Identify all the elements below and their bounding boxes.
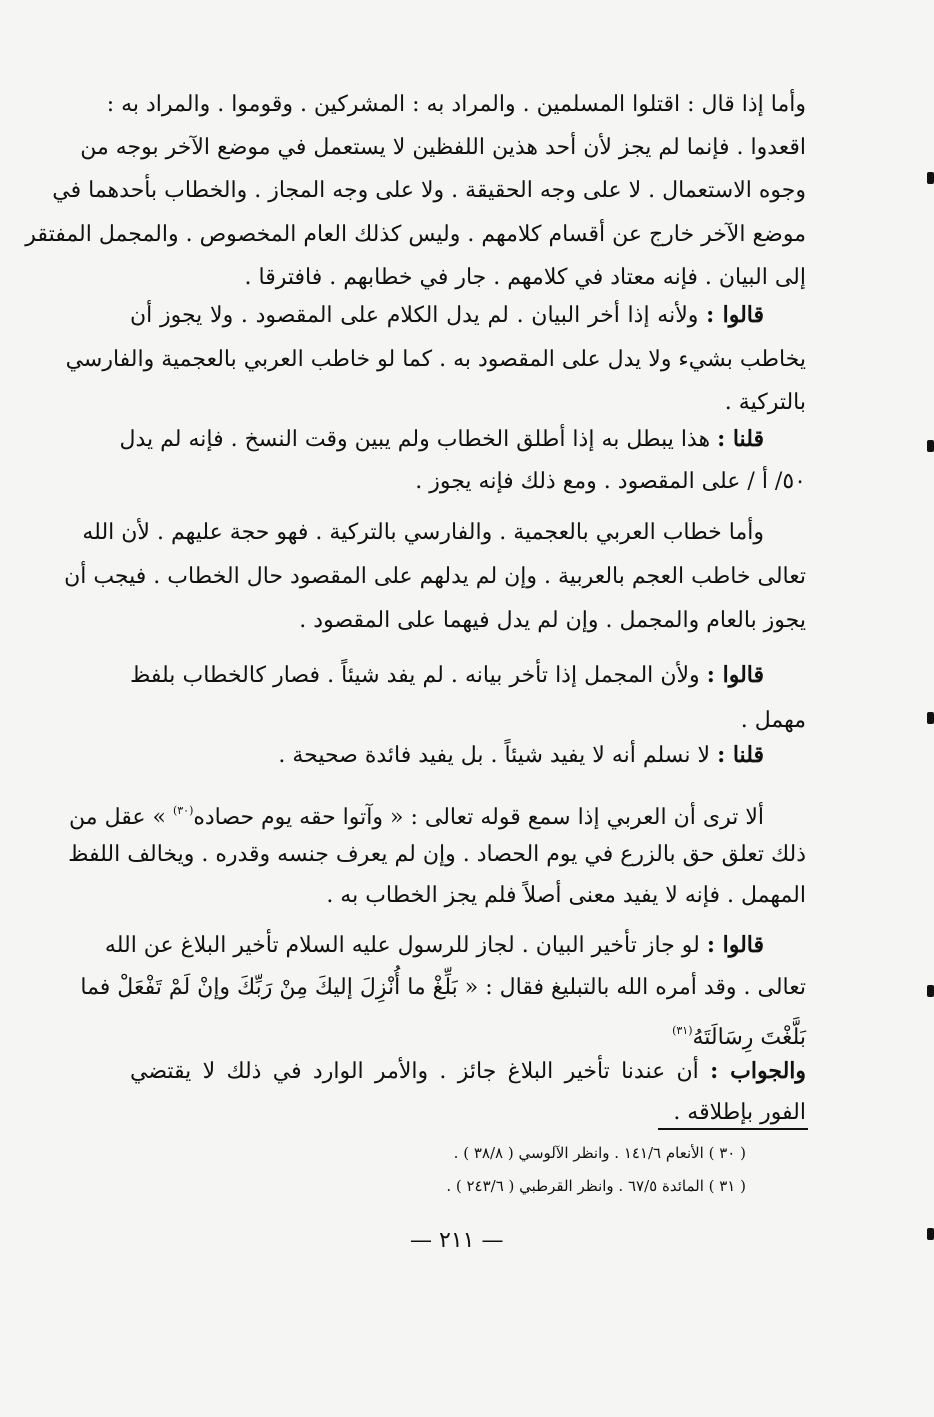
- speaker-label: والجواب :: [710, 1058, 807, 1084]
- body-line: [672, 1016, 806, 1050]
- speaker-label: قلنا :: [717, 426, 764, 452]
- body-line: [130, 300, 764, 330]
- body-line: إلى البيان . فإنه معتاد في كلامهم . جار في خطابهم . فافترقا .: [244, 265, 806, 290]
- body-line: مهمل .: [740, 708, 806, 733]
- body-line: [119, 424, 764, 454]
- body-line: الفور بإطلاقه .: [673, 1100, 806, 1125]
- body-text: لا نسلم أنه لا يفيد شيئاً . بل يفيد فائدة صحيحة .: [278, 743, 718, 768]
- body-line: ٥٠/ أ / على المقصود . ومع ذلك فإنه يجوز .: [415, 469, 806, 494]
- body-text: ولأنه إذا أخر البيان . لم يدل الكلام على المقصود . ولا يجوز أن: [130, 303, 707, 328]
- body-text: ولأن المجمل إذا تأخر بيانه . لم يفد شيئاً . فصار كالخطاب بلفظ: [130, 663, 707, 688]
- body-line: [69, 796, 764, 830]
- body-line: بالتركية .: [724, 390, 806, 415]
- scan-mark: [927, 172, 934, 184]
- footnote-30: ( ٣٠ ) الأنعام ١٤١/٦ . وانظر الآلوسي ( ٣٨/٨ ) .: [453, 1144, 746, 1162]
- body-line: اقعدوا . فإنما لم يجز لأن أحد هذين اللفظين لا يستعمل في موضع الآخر بوجه من: [80, 135, 806, 160]
- footnote-ref: (٣١): [672, 1024, 693, 1037]
- body-text: أن عندنا تأخير البلاغ جائز . والأمر الوارد في ذلك لا يقتضي: [130, 1059, 711, 1084]
- body-line: وجوه الاستعمال . لا على وجه الحقيقة . ولا على وجه المجاز . والخطاب بأحدهما في: [52, 178, 806, 203]
- body-line: [130, 1056, 806, 1086]
- body-text: لو جاز تأخير البيان . لجاز للرسول عليه السلام تأخير البلاغ عن الله: [104, 933, 707, 958]
- scan-mark: [927, 440, 934, 452]
- body-line: [278, 740, 764, 770]
- body-line: المهمل . فإنه لا يفيد معنى أصلاً فلم يجز الخطاب به .: [326, 883, 806, 908]
- footnote-31: ( ٣١ ) المائدة ٦٧/٥ . وانظر القرطبي ( ٢٤٣/٦ ) .: [446, 1177, 746, 1195]
- body-line: تعالى . وقد أمره الله بالتبليغ فقال : « بَلِّغْ ما أُنْزِلَ إليكَ مِنْ رَبِّكَ وإنْ لَمْ تَفْعَلْ فما: [80, 975, 806, 1000]
- scan-mark: [927, 985, 934, 997]
- footnote-ref: (٣٠): [172, 804, 194, 817]
- body-line: [104, 930, 764, 960]
- body-line: وأما خطاب العربي بالعجمية . والفارسي بالتركية . فهو حجة عليهم . لأن الله: [82, 520, 764, 545]
- scan-mark: [927, 712, 934, 724]
- speaker-label: قلنا :: [717, 742, 764, 768]
- body-line: موضع الآخر خارج عن أقسام كلامهم . وليس كذلك العام المخصوص . والمجمل المفتقر: [25, 222, 806, 247]
- page-number: — ٢١١ —: [410, 1228, 504, 1253]
- body-line: ذلك تعلق حق بالزرع في يوم الحصاد . وإن لم يعرف جنسه وقدره . ويخالف اللفظ: [68, 842, 806, 867]
- footnote-separator: [658, 1128, 808, 1130]
- body-line: تعالى خاطب العجم بالعربية . وإن لم يدلهم على المقصود حال الخطاب . فيجب أن: [64, 564, 806, 589]
- quran-text: بَلَّغْتَ رِسَالَتَهُ: [692, 1025, 806, 1050]
- body-line: [130, 660, 764, 690]
- speaker-label: قالوا :: [706, 302, 765, 328]
- body-line: وأما إذا قال : اقتلوا المسلمين . والمراد به : المشركين . وقوموا . والمراد به :: [106, 92, 806, 117]
- speaker-label: قالوا :: [706, 662, 765, 688]
- speaker-label: قالوا :: [706, 932, 764, 958]
- body-line: يخاطب بشيء ولا يدل على المقصود به . كما لو خاطب العربي بالعجمية والفارسي: [65, 347, 806, 372]
- body-text: » عقل من: [69, 805, 173, 830]
- body-text: هذا يبطل به إذا أطلق الخطاب ولم يبين وقت النسخ . فإنه لم يدل: [119, 427, 718, 452]
- scan-mark: [927, 1228, 934, 1240]
- body-text: ألا ترى أن العربي إذا سمع قوله تعالى : « وآتوا حقه يوم حصاده: [193, 805, 764, 830]
- body-line: يجوز بالعام والمجمل . وإن لم يدل فيهما على المقصود .: [299, 608, 806, 633]
